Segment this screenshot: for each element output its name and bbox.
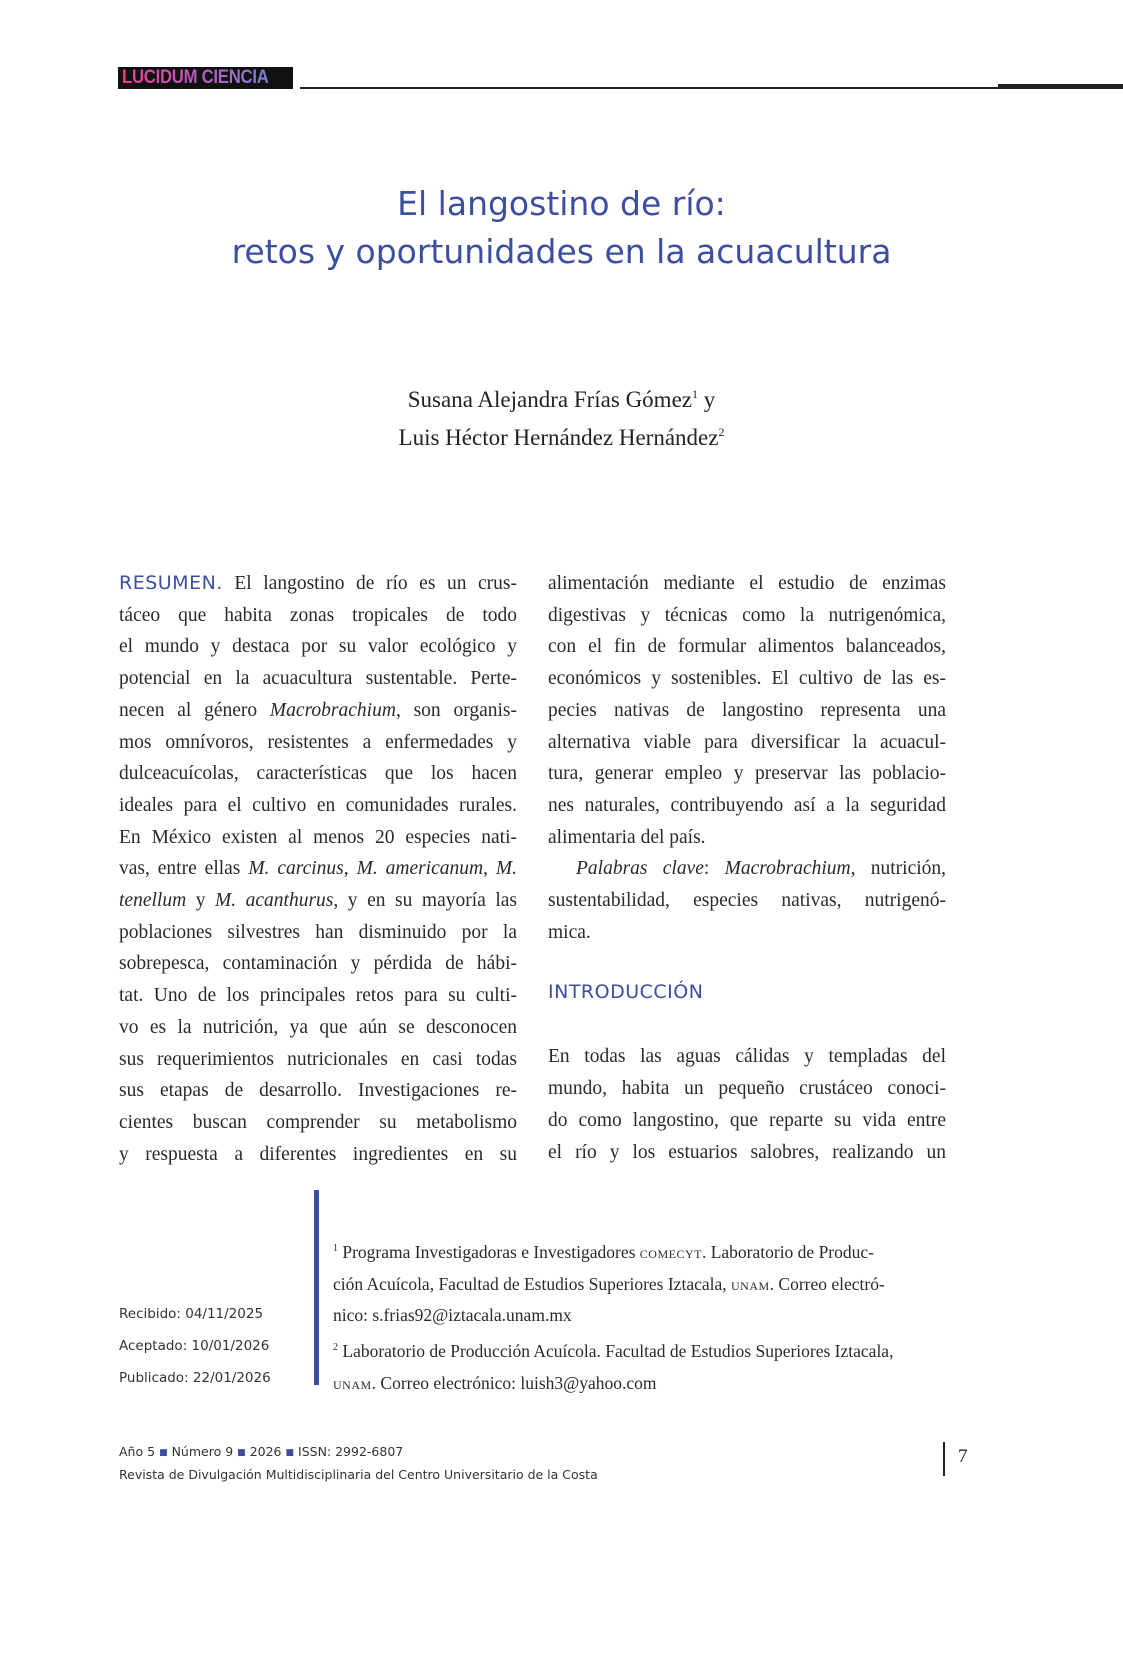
intro-line: do como langostino, que reparte su vida entre [548,1109,946,1131]
genus-name: Macrobrachium [269,699,396,721]
abstract-line: económicos y sostenibles. El cultivo de las es- [548,668,946,690]
author-conjunction: y [697,387,716,412]
abstract-line: y respuesta a diferentes ingredientes en su [119,1143,517,1165]
abstract-column-left [119,568,517,1170]
footnote-mark: 2 [333,1342,338,1354]
author-affiliation-mark: 1 [691,387,698,401]
abstract-line: táceo que habita zonas tropicales de todo [119,604,517,626]
author-list [0,378,1123,454]
journal-name: Revista de Divulgación Multidisciplinaria del Centro Universitario de la Costa [119,1467,598,1482]
abstract-line: mos omnívoros, resistentes a enfermedades y [119,731,517,753]
abstract-line: tat. Uno de los principales retos para su culti- [119,985,517,1007]
abstract-line: nes naturales, contribuyendo así a la seguridad [548,794,946,816]
abstract-line [119,885,517,917]
issue-number: Número 9 [171,1444,234,1459]
abstract-column-right [548,568,946,1168]
volume-year: Año 5 [119,1444,156,1459]
keyword-genus: Macrobrachium [724,858,851,880]
abstract-text: y [186,890,215,912]
article-title [0,180,1123,276]
footnote-accent-bar [314,1190,319,1385]
title-line-2: retos y oportunidades en la acuacultura [231,232,892,271]
species-name: M. acanthurus [214,890,334,912]
species-name: M. [495,858,518,880]
species-name: tenellum [119,890,187,912]
org-acronym: comecyt [639,1242,702,1262]
journal-brand-text: LUCIDUM CIENCIA [122,67,269,88]
keywords-line: mica. [548,921,591,943]
issn: ISSN: 2992-6807 [298,1444,404,1459]
abstract-line: alternativa viable para diversificar la acuacul- [548,731,946,753]
page-footer [119,1441,598,1485]
footnote-text: Laboratorio de Producción Acuícola. Facultad de Estudios Superiores Iztacala, [338,1341,894,1362]
journal-brand-logo [118,67,293,89]
author [0,378,1123,416]
footnote-text: Programa Investigadoras e Investigadores [338,1242,640,1262]
date-published: Publicado: 22/01/2026 [119,1370,271,1386]
page-number-divider [943,1442,945,1476]
intro-line: el río y los estuarios salobres, realizando un [548,1141,946,1163]
author-affiliation-mark: 2 [718,425,725,439]
keywords-text: , nutrición, [850,858,947,880]
abstract-text: , [343,858,357,880]
org-acronym: unam [333,1372,372,1393]
abstract-line [119,568,517,600]
square-separator-icon: ■ [285,1448,295,1458]
footnote-email: nico: s.frias92@iztacala.unam.mx [333,1305,572,1326]
footnote-2 [333,1332,945,1399]
header-rule [300,87,1000,89]
abstract-line: sobrepesca, contaminación y pérdida de hábi- [119,953,517,975]
square-separator-icon: ■ [159,1448,168,1458]
abstract-label: RESUMEN. [119,572,223,594]
keywords-line: sustentabilidad, especies nativas, nutrigenó- [548,890,946,912]
species-name: M. carcinus [248,858,344,880]
title-line-1: El langostino de río: [397,184,726,223]
abstract-line: pecies nativas de langostino representa una [548,699,946,721]
species-name: M. americanum [356,858,484,880]
abstract-line: sus requerimientos nutricionales en casi todas [119,1048,517,1070]
abstract-line: dulceacuícolas, características que los hacen [119,763,517,785]
keywords-label: Palabras clave [576,858,704,880]
abstract-line: potencial en la acuacultura sustentable. Perte- [119,668,517,690]
abstract-line: digestivas y técnicas como la nutrigenómica, [548,604,946,626]
abstract-line [119,853,517,885]
square-separator-icon: ■ [237,1448,246,1458]
abstract-line: poblaciones silvestres han disminuido por la [119,921,517,943]
footnote-text: . Laboratorio de Produc- [701,1242,874,1262]
intro-line: mundo, habita un pequeño crustáceo conoci- [548,1078,946,1100]
abstract-line: cientes buscan comprender su metabolismo [119,1111,517,1133]
abstract-line [119,695,517,727]
abstract-text: El langostino de río es un crus- [222,573,517,594]
keywords-line [548,853,946,885]
footnote-mark: 1 [333,1243,338,1254]
abstract-text: , y en su mayoría las [333,890,517,912]
author-name: Luis Héctor Hernández Hernández [398,425,719,450]
page-number: 7 [958,1446,968,1467]
footnote-1 [333,1233,945,1332]
abstract-line: el mundo y destaca por su valor ecológico y [119,636,517,658]
abstract-line: tura, generar empleo y preservar las poblacio- [548,763,946,785]
abstract-line: alimentaria del país. [548,826,706,848]
abstract-text: , [483,858,496,880]
publication-year: 2026 [249,1444,282,1459]
footnote-email: . Correo electrónico: luish3@yahoo.com [371,1372,657,1393]
author [0,416,1123,454]
publication-dates [119,1298,271,1394]
abstract-line: alimentación mediante el estudio de enzimas [548,573,946,594]
author-name: Susana Alejandra Frías Gómez [407,387,692,412]
abstract-line: vo es la nutrición, ya que aún se desconocen [119,1016,517,1038]
date-accepted: Aceptado: 10/01/2026 [119,1338,270,1354]
section-heading-introduction: INTRODUCCIÓN [548,981,704,1004]
abstract-text: , son organis- [395,699,517,721]
date-received: Recibido: 04/11/2025 [119,1306,264,1322]
org-acronym: unam [731,1273,770,1294]
intro-line: En todas las aguas cálidas y templadas del [548,1046,946,1068]
footnote-text: . Correo electró- [769,1273,885,1294]
abstract-text: necen al género [119,699,270,721]
abstract-line: En México existen al menos 20 especies nati- [119,826,517,848]
issue-info [119,1441,598,1464]
abstract-line: con el fin de formular alimentos balanceados, [548,636,946,658]
author-footnotes [333,1233,945,1400]
abstract-line: sus etapas de desarrollo. Investigaciones re- [119,1080,517,1102]
abstract-line: ideales para el cultivo en comunidades rurales. [119,794,517,816]
abstract-text: vas, entre ellas [119,858,249,880]
header-rule-accent [998,84,1123,89]
footnote-text: ción Acuícola, Facultad de Estudios Superiores Iztacala, [333,1273,731,1294]
keywords-text: : [703,858,725,880]
